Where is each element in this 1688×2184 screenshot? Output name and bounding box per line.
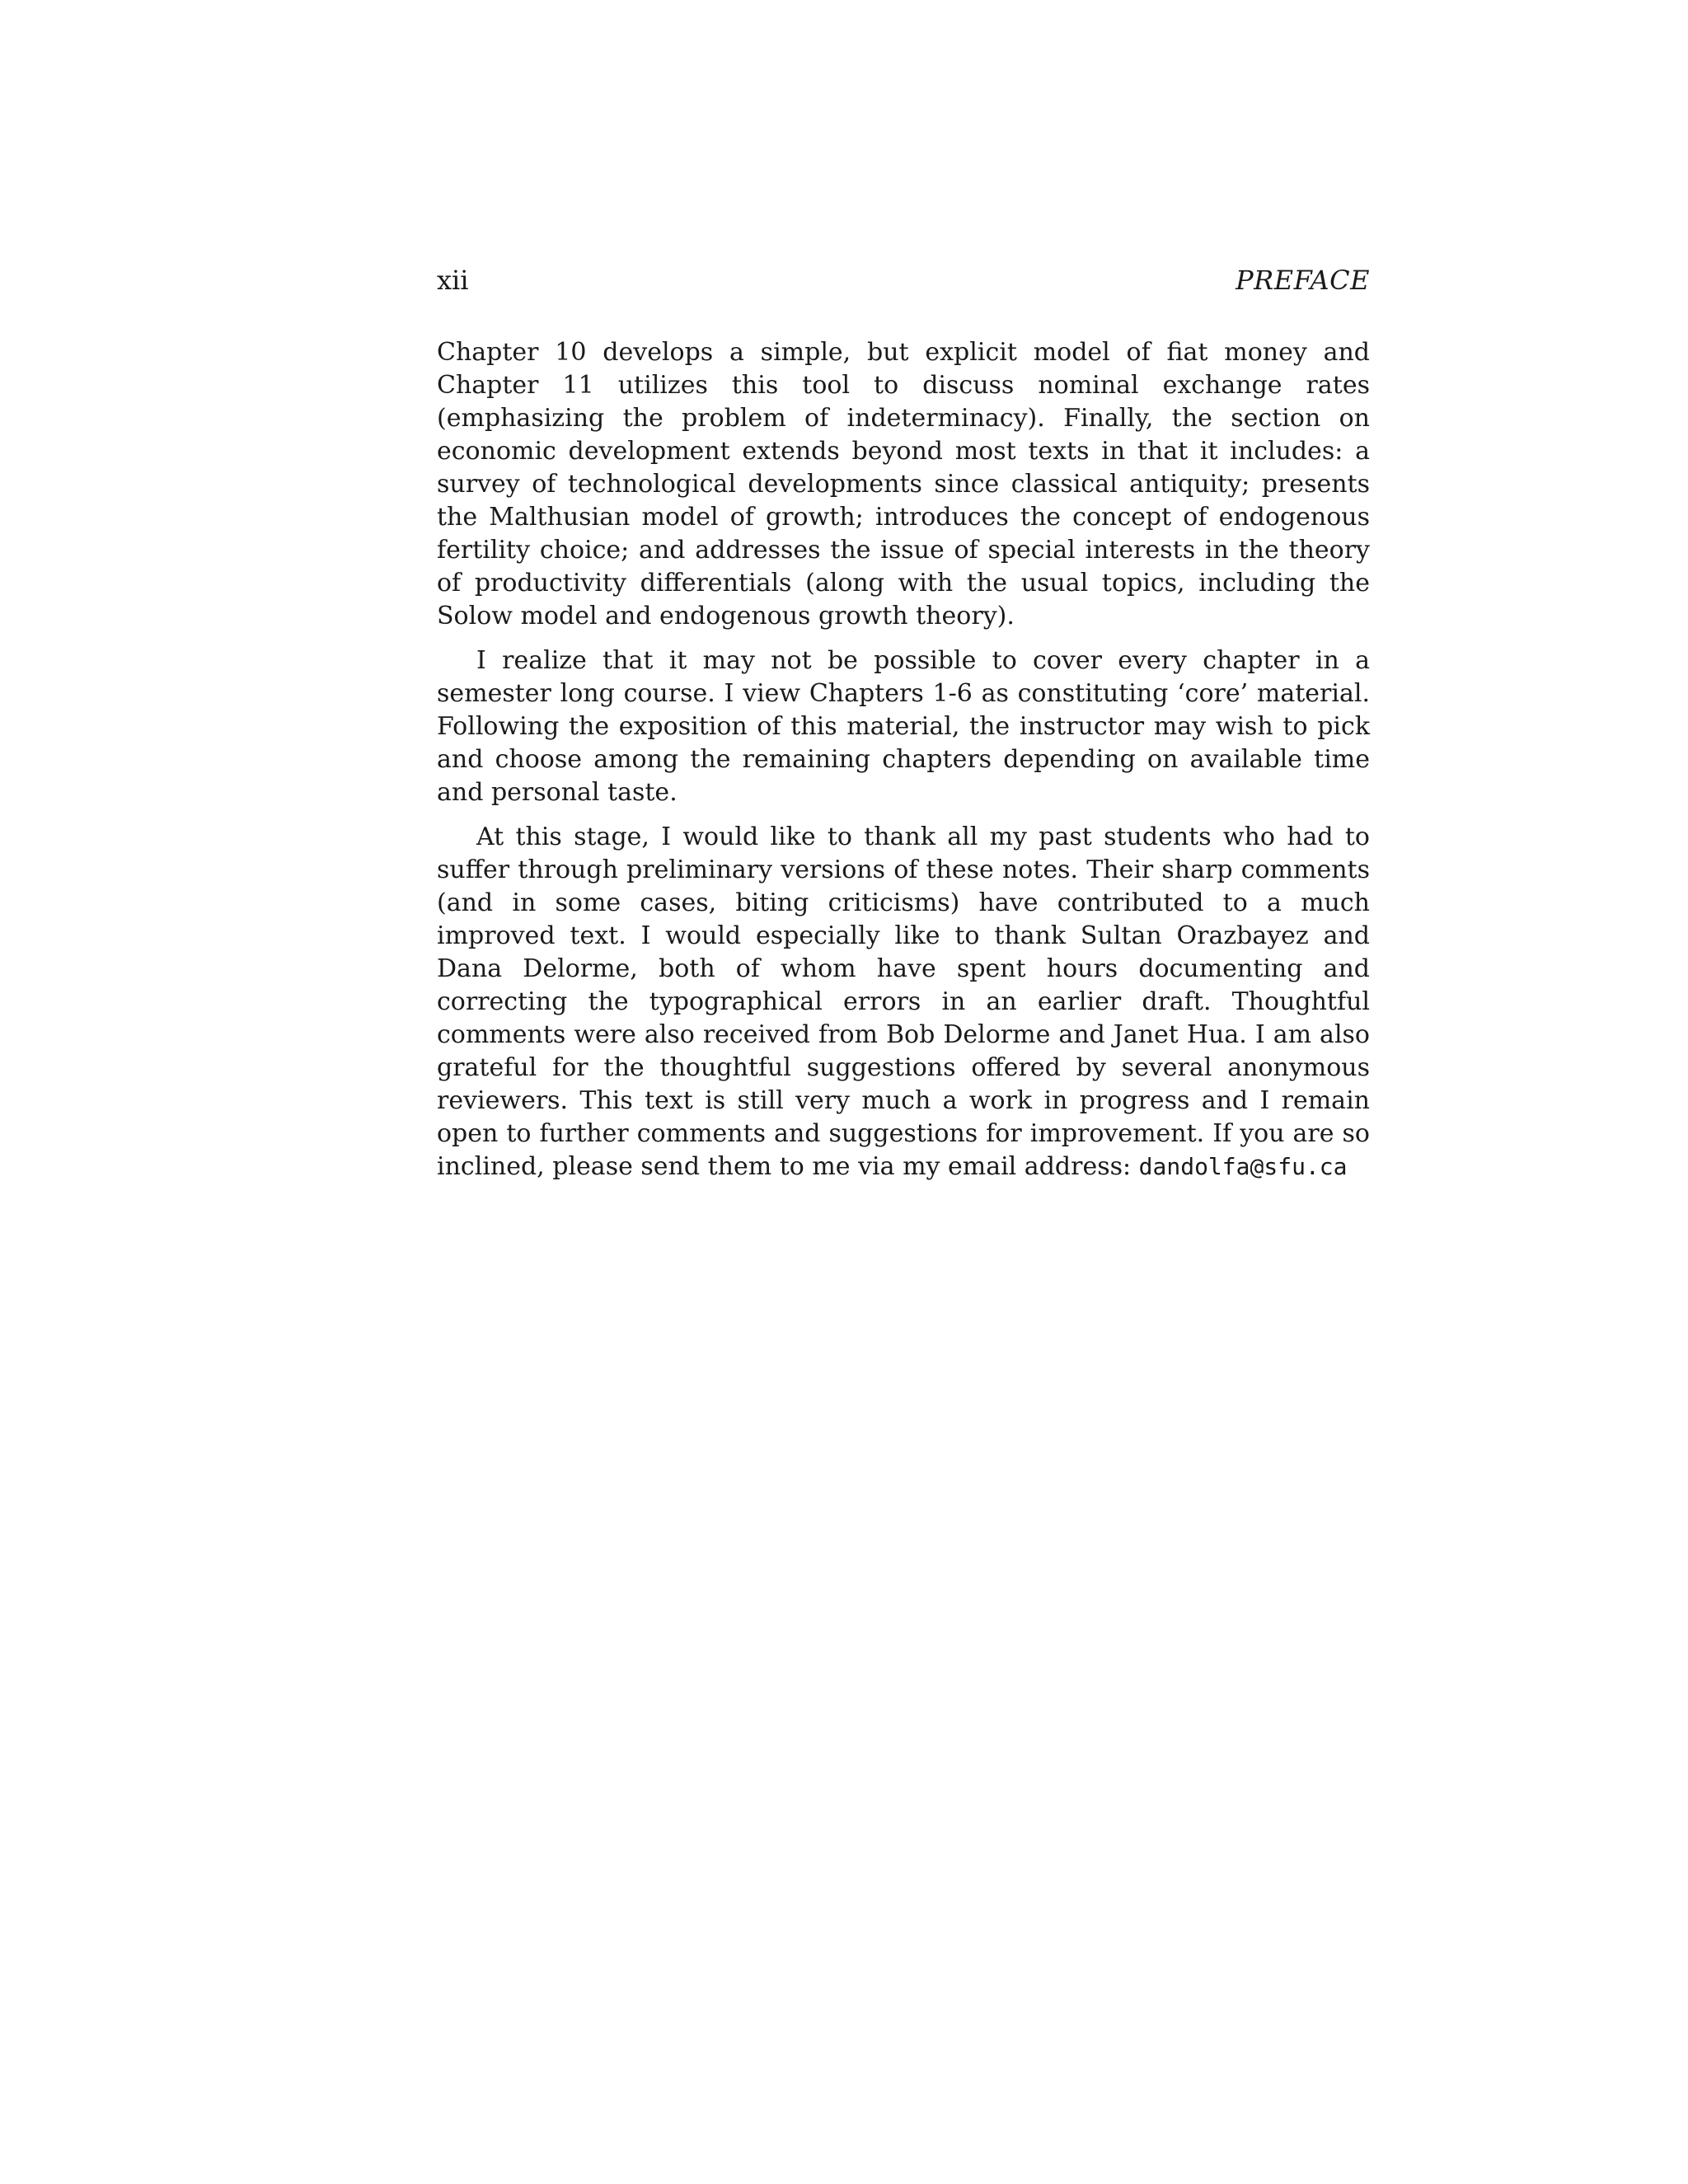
- running-head: [437, 262, 1370, 298]
- paragraph-course-coverage: I realize that it may not be possible to cover every chapter in a semester long course. I view Chapters 1-6 as constituting ‘core’ material. Following the exposition of this material, the instructor may wish to pick and choose among the remaining chapters depending on available time and personal taste.: [437, 646, 1370, 807]
- page-number: xii: [437, 265, 469, 296]
- body-text: [437, 336, 1370, 1195]
- email-address: dandolfa@sfu.ca: [1138, 1153, 1348, 1180]
- paragraph-fiat-money: Chapter 10 develops a simple, but explicit model of fiat money and Chapter 11 utilizes this tool to discuss nominal exchange rates (emphasizing the problem of indeterminacy). Finally, the section on economic development extends beyond most texts in that it includes: a survey of technological developments since classical antiquity; presents the Malthusian model of growth; introduces the concept of endogenous fertility choice; and addresses the issue of special interests in the theory of productivity differentials (along with the usual topics, including the Solow model and endogenous growth theory).: [437, 338, 1370, 630]
- chapter-title: PREFACE: [1236, 265, 1370, 296]
- acknowledgements-text: At this stage, I would like to thank all my past students who had to suffer through preliminary versions of these notes. Their sharp comments (and in some cases, biting criticisms) have contributed to a much improved text. I would especially like to thank Sultan Orazbayez and Dana Delorme, both of whom have spent hours documenting and correcting the typographical errors in an earlier draft. Thoughtful comments were also received from Bob Delorme and Janet Hua. I am also grateful for the thoughtful suggestions offered by several anonymous reviewers. This text is still very much a work in progress and I remain open to further comments and suggestions for improvement. If you are so inclined, please send them to me via my email address:: [437, 823, 1370, 1181]
- paragraph-acknowledgements: [437, 821, 1370, 1183]
